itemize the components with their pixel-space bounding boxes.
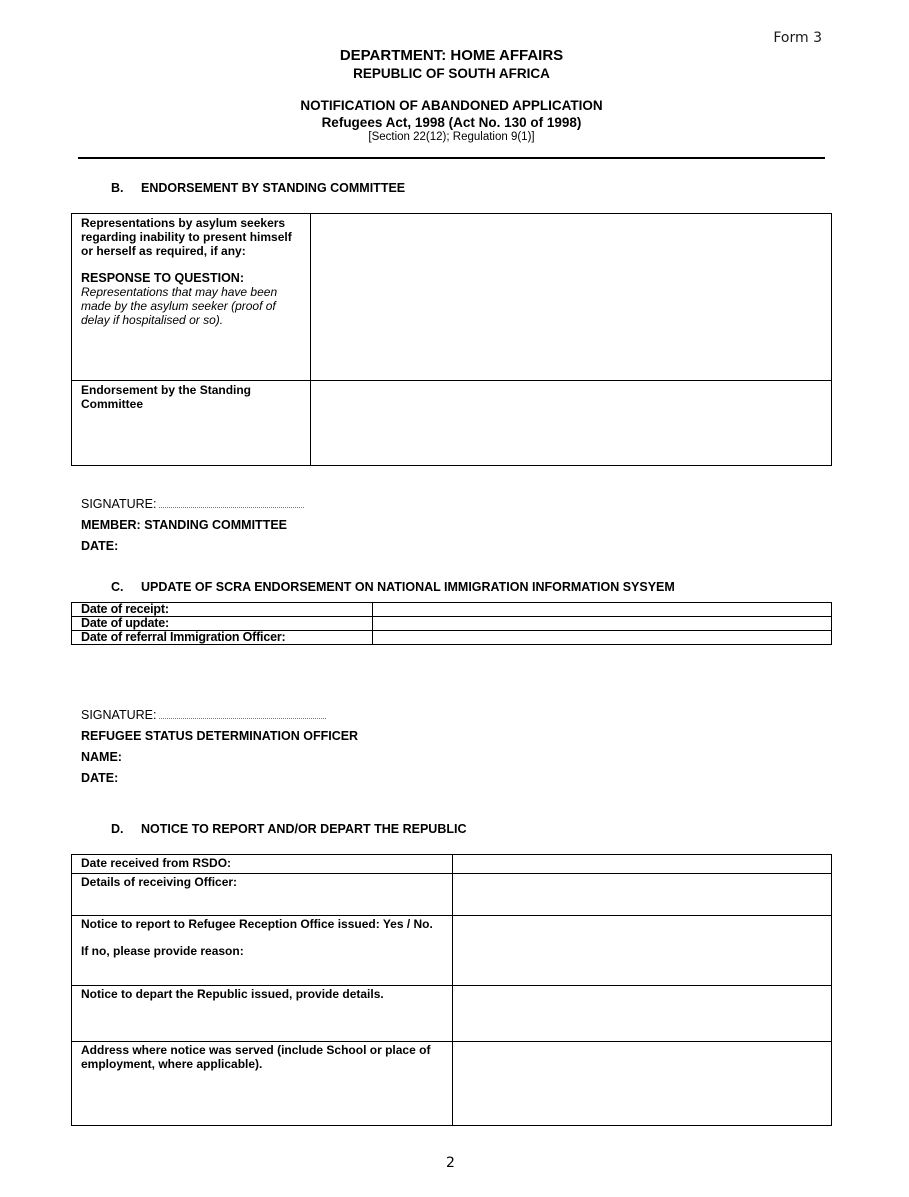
name-label: NAME: — [81, 750, 122, 764]
receiving-officer-input[interactable] — [453, 874, 832, 916]
representations-input[interactable] — [311, 214, 832, 381]
representations-label-cell — [72, 214, 311, 381]
rsdo-date-label: Date received from RSDO: — [81, 856, 232, 870]
section-d-title: NOTICE TO REPORT AND/OR DEPART THE REPUBLIC — [141, 822, 467, 836]
receipt-date-label: Date of receipt: — [81, 602, 169, 616]
signatory-role: MEMBER: STANDING COMMITTEE — [81, 518, 288, 532]
section-d-table — [71, 854, 832, 1126]
table-row — [72, 631, 832, 645]
referral-date-label-cell — [72, 631, 373, 645]
table-row — [72, 381, 832, 466]
representations-label: Representations by asylum seekers regarding inability to present himself or herself as required, if any: — [81, 216, 292, 258]
notice-report-label: Notice to report to Refugee Reception Office issued: Yes / No. — [81, 917, 433, 931]
signature-line[interactable] — [159, 708, 326, 719]
page-number: 2 — [446, 1155, 455, 1171]
receiving-officer-label: Details of receiving Officer: — [81, 875, 238, 889]
endorsement-label-cell — [72, 381, 311, 466]
update-date-label-cell — [72, 617, 373, 631]
table-row — [72, 874, 832, 916]
service-address-label-cell — [72, 1042, 453, 1126]
receipt-date-input[interactable] — [373, 603, 832, 617]
form-number: Form 3 — [773, 30, 822, 46]
section-d-heading — [111, 822, 466, 836]
signatory-role: REFUGEE STATUS DETERMINATION OFFICER — [81, 729, 359, 743]
response-heading: RESPONSE TO QUESTION: — [81, 271, 244, 285]
rsdo-date-label-cell — [72, 855, 453, 874]
section-c-signature — [81, 708, 326, 722]
section-reference: [Section 22(12); Regulation 9(1)] — [368, 131, 535, 143]
referral-date-input[interactable] — [373, 631, 832, 645]
response-description: Representations that may have been made by the asylum seeker (proof of delay if hospitalised or so). — [81, 285, 278, 327]
department-heading: DEPARTMENT: HOME AFFAIRS — [339, 47, 564, 64]
notice-report-input[interactable] — [453, 916, 832, 986]
section-c-letter: C. — [111, 580, 124, 594]
form-title: NOTIFICATION OF ABANDONED APPLICATION — [300, 98, 603, 113]
receipt-date-label-cell — [72, 603, 373, 617]
act-reference: Refugees Act, 1998 (Act No. 130 of 1998) — [321, 115, 582, 130]
date-label: DATE: — [81, 771, 119, 785]
section-c-table — [71, 602, 832, 645]
update-date-label: Date of update: — [81, 616, 169, 630]
date-label: DATE: — [81, 539, 119, 553]
signature-label: SIGNATURE: — [81, 708, 157, 722]
section-c-title: UPDATE OF SCRA ENDORSEMENT ON NATIONAL IMMIGRATION INFORMATION SYSYEM — [141, 580, 675, 594]
section-c-heading — [111, 580, 675, 594]
notice-depart-label-cell — [72, 986, 453, 1042]
endorsement-input[interactable] — [311, 381, 832, 466]
section-b-signature — [81, 497, 304, 511]
header-divider — [78, 157, 825, 159]
table-row — [72, 617, 832, 631]
service-address-label: Address where notice was served (include School or place of employment, where applicable). — [81, 1043, 431, 1071]
section-b-title: ENDORSEMENT BY STANDING COMMITTEE — [141, 181, 406, 195]
signature-line[interactable] — [159, 497, 304, 508]
endorsement-label: Endorsement by the Standing Committee — [81, 383, 252, 411]
section-d-letter: D. — [111, 822, 124, 836]
notice-report-label-cell — [72, 916, 453, 986]
table-row — [72, 603, 832, 617]
service-address-input[interactable] — [453, 1042, 832, 1126]
republic-heading: REPUBLIC OF SOUTH AFRICA — [353, 66, 550, 81]
update-date-input[interactable] — [373, 617, 832, 631]
table-row — [72, 1042, 832, 1126]
signature-label: SIGNATURE: — [81, 497, 157, 511]
no-reason-label: If no, please provide reason: — [81, 944, 244, 958]
section-b-table — [71, 213, 832, 466]
table-row — [72, 214, 832, 381]
receiving-officer-label-cell — [72, 874, 453, 916]
rsdo-date-input[interactable] — [453, 855, 832, 874]
notice-depart-input[interactable] — [453, 986, 832, 1042]
table-row — [72, 986, 832, 1042]
table-row — [72, 916, 832, 986]
notice-depart-label: Notice to depart the Republic issued, provide details. — [81, 987, 384, 1001]
section-b-letter: B. — [111, 181, 124, 195]
table-row — [72, 855, 832, 874]
referral-date-label: Date of referral Immigration Officer: — [81, 630, 286, 644]
section-b-heading — [111, 181, 405, 195]
